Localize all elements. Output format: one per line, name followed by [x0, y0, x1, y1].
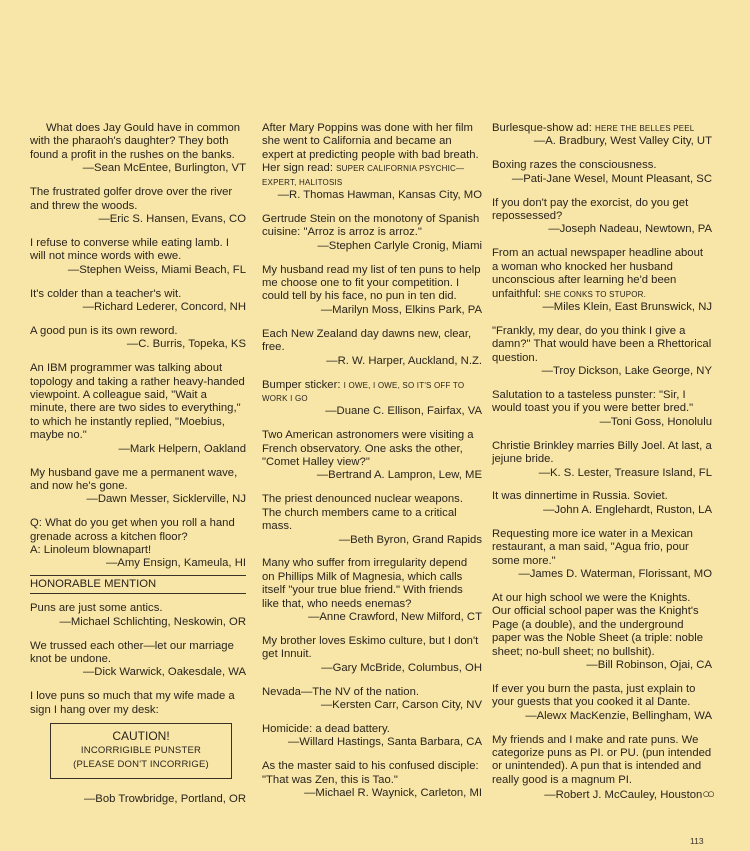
pun-text: I love puns so much that my wife made a sign I hang over my desk:	[30, 690, 235, 716]
pun-entry	[492, 592, 712, 672]
pun-entry	[262, 379, 482, 419]
pun-text: My brother loves Eskimo culture, but I don't get Innuit.	[262, 635, 479, 661]
pun-attribution: —Dick Warwick, Oakesdale, WA	[83, 666, 246, 679]
pun-entry	[492, 389, 712, 429]
pun-text: A: Linoleum blownapart!	[30, 544, 152, 557]
end-of-article-icon: ○○	[702, 786, 712, 802]
pun-entry	[492, 247, 712, 314]
pun-attribution: —Marilyn Moss, Elkins Park, PA	[320, 303, 482, 316]
pun-text: Requesting more ice water in a Mexican restaurant, a man said, "Agua frio, pour some more."	[492, 527, 693, 567]
pun-entry	[30, 690, 246, 717]
pun-entry	[30, 237, 246, 277]
pun-entry	[262, 213, 482, 253]
pun-text: If ever you burn the pasta, just explain to your guests that you cooked it al Dante.	[492, 682, 696, 709]
caution-line: (PLEASE DON'T INCORRIGE)	[73, 759, 209, 771]
pun-attribution: —Michael R. Waynick, Carleton, MI	[304, 787, 482, 800]
pun-text: After Mary Poppins was done with her film she went to California and became an expert at predicting people with bad breath. Her sign read:	[262, 122, 479, 175]
pun-entry	[30, 517, 246, 571]
pun-text: Many who suffer from irregularity depend on Phillips Milk of Magnesia, which calls itself "your true blue friend." With friends like that, who needs enemas?	[262, 557, 468, 610]
pun-attribution: —Willard Hastings, Santa Barbara, CA	[287, 736, 482, 749]
pun-entry	[492, 197, 712, 237]
pun-attribution: —Michael Schlichting, Neskowin, OR	[59, 615, 246, 628]
pun-text: Each New Zealand day dawns new, clear, free.	[262, 327, 472, 354]
pun-entry	[262, 760, 482, 800]
pun-attribution: —Sean McEntee, Burlington, VT	[82, 162, 246, 175]
pun-entry	[30, 467, 246, 507]
pun-attribution: —Mark Helpern, Oakland	[118, 442, 246, 455]
pun-attribution: —C. Burris, Topeka, KS	[126, 338, 246, 351]
pun-text: If you don't pay the exorcist, do you get repossessed?	[492, 196, 689, 223]
pun-text: Puns are just some antics.	[30, 602, 163, 615]
pun-smallcaps: SHE CONKS TO STUPOR.	[544, 289, 647, 299]
pun-text: Salutation to a tasteless punster: "Sir, I would toast you if you were better bred."	[492, 389, 694, 415]
pun-attribution: —Amy Ensign, Kameula, HI	[105, 557, 246, 570]
pun-entry	[262, 493, 482, 547]
pun-text: The priest denounced nuclear weapons. The church members came to a critical mass.	[262, 493, 463, 533]
pun-attribution: —Eric S. Hansen, Evans, CO	[98, 212, 246, 225]
pun-entry	[262, 635, 482, 675]
pun-entry	[30, 640, 246, 680]
pun-attribution: —Joseph Nadeau, Newtown, PA	[548, 223, 712, 236]
pun-entry	[492, 683, 712, 723]
pun-text: At our high school we were the Knights. Our official school paper was the Knight's Page (a double), and the underground paper was the Noble Sheet (a triple: noble sheet; no-bull sheet; no bullshit).	[492, 591, 704, 658]
pun-text: Christie Brinkley marries Billy Joel. At last, a jejune bride.	[492, 439, 712, 466]
pun-attribution: —Dawn Messer, Sicklerville, NJ	[86, 493, 246, 506]
caution-title: CAUTION!	[112, 729, 170, 744]
pun-entry	[262, 328, 482, 368]
pun-attribution: —Toni Goss, Honolulu	[599, 415, 712, 428]
pun-entry	[30, 288, 246, 315]
pun-entry	[262, 723, 482, 750]
pun-entry	[30, 122, 246, 176]
pun-text: "Frankly, my dear, do you think I give a damn?" That would have been a Rhettorical question.	[492, 324, 712, 364]
pun-attribution: —John A. Englehardt, Ruston, LA	[543, 503, 712, 516]
pun-entry	[262, 122, 482, 202]
pun-text: Homicide: a dead battery.	[262, 723, 390, 736]
honorable-mention-heading: HONORABLE MENTION	[30, 575, 246, 594]
pun-text: What does Jay Gould have in common with the pharaoh's daughter? They both found a profit in the rushes on the banks.	[30, 122, 241, 161]
pun-entry	[492, 159, 712, 186]
pun-attribution: —Stephen Weiss, Miami Beach, FL	[67, 263, 246, 276]
pun-attribution: —Alewx MacKenzie, Bellingham, WA	[525, 709, 712, 722]
pun-entry	[492, 325, 712, 379]
pun-attribution: —Duane C. Ellison, Fairfax, VA	[325, 405, 482, 418]
page-number: 113	[690, 836, 704, 846]
pun-attribution: —K. S. Lester, Treasure Island, FL	[538, 466, 712, 479]
pun-attribution: —Stephen Carlyle Cronig, Miami	[317, 239, 482, 252]
pun-text: It was dinnertime in Russia. Soviet.	[492, 490, 668, 503]
pun-attribution: —Kersten Carr, Carson City, NV	[320, 699, 482, 712]
pun-text: My husband read my list of ten puns to help me choose one to fit your competition. I could tell by his face, no pun in ten did.	[262, 263, 481, 303]
pun-entry	[492, 490, 712, 517]
pun-attribution: —Beth Byron, Grand Rapids	[338, 533, 482, 546]
pun-entry	[30, 602, 246, 629]
pun-attribution: —R. Thomas Hawman, Kansas City, MO	[277, 189, 482, 202]
pun-entry	[492, 122, 712, 149]
caution-sign	[50, 723, 232, 779]
pun-entry	[492, 440, 712, 480]
pun-entry	[30, 362, 246, 456]
pun-entry	[30, 186, 246, 226]
pun-attribution: —A. Bradbury, West Valley City, UT	[533, 135, 712, 148]
pun-entry	[492, 528, 712, 582]
pun-text: An IBM programmer was talking about topology and taking a rather heavy-handed viewpoint. A colleague said, "Wait a minute, there are two sides to everything," to which he instantly replied, "Moebius, maybe no."	[30, 362, 245, 442]
pun-text: My friends and I make and rate puns. We categorize puns as PI. or PU. (pun intended or unintended). A pun that is intended and really good is a magnum PI.	[492, 733, 712, 786]
pun-smallcaps: I OWE, I OWE, SO IT'S OFF TO WORK I GO	[262, 380, 465, 403]
pun-text: We trussed each other—let our marriage knot be undone.	[30, 639, 234, 665]
pun-text: I refuse to converse while eating lamb. I will not mince words with ewe.	[30, 236, 230, 263]
pun-text: As the master said to his confused disciple: "That was Zen, this is Tao."	[262, 760, 479, 786]
column-3	[492, 122, 712, 813]
pun-attribution: —Pati-Jane Wesel, Mount Pleasant, SC	[511, 172, 712, 185]
pun-attribution: —Richard Lederer, Concord, NH	[82, 300, 246, 313]
pun-attribution: —Bertrand A. Lampron, Lew, ME	[316, 469, 482, 482]
pun-entry	[30, 325, 246, 352]
pun-text: The frustrated golfer drove over the river and threw the woods.	[30, 186, 233, 212]
pun-text: A good pun is its own reword.	[30, 324, 178, 337]
pun-entry	[262, 557, 482, 624]
pun-text: From an actual newspaper headline about a woman who knocked her husband unconscious after learning he'd been unfaithful:	[492, 247, 704, 300]
pun-attribution: —R. W. Harper, Auckland, N.Z.	[326, 354, 482, 367]
pun-attribution: —James D. Waterman, Florissant, MO	[518, 567, 712, 580]
pun-text: It's colder than a teacher's wit.	[30, 287, 182, 300]
caution-line: INCORRIGIBLE PUNSTER	[80, 745, 202, 757]
column-2	[262, 122, 482, 811]
pun-text: Burlesque-show ad:	[492, 122, 595, 134]
pun-entry	[262, 429, 482, 483]
pun-attribution: —Bob Trowbridge, Portland, OR	[84, 793, 246, 806]
pun-text: Boxing razes the consciousness.	[492, 159, 657, 172]
pun-text: My husband gave me a permanent wave, and now he's gone.	[30, 466, 238, 492]
pun-entry	[262, 686, 482, 713]
pun-text: Two American astronomers were visiting a French observatory. One asks the other, "Comet Halley view?"	[262, 429, 474, 469]
pun-attribution: —Bill Robinson, Ojai, CA	[586, 658, 712, 671]
pun-entry	[262, 264, 482, 318]
pun-text: Gertrude Stein on the monotony of Spanish cuisine: "Arroz is arroz is arroz."	[262, 212, 480, 239]
pun-entry	[492, 734, 712, 803]
pun-text: Bumper sticker:	[262, 378, 344, 391]
pun-text: Q: What do you get when you roll a hand grenade across a kitchen floor?	[30, 517, 235, 543]
pun-attribution: —Troy Dickson, Lake George, NY	[541, 365, 712, 378]
pun-smallcaps: HERE THE BELLES PEEL	[595, 124, 695, 133]
column-1	[30, 122, 246, 807]
pun-attribution: —Anne Crawford, New Milford, CT	[308, 611, 482, 624]
pun-attribution: —Robert J. McCauley, Houston	[544, 789, 703, 802]
pun-smallcaps: SUPER CALIFORNIA PSYCHIC—EXPERT, HALITOSIS	[262, 164, 465, 187]
pun-attribution: —Miles Klein, East Brunswick, NJ	[542, 300, 712, 313]
pun-text: Nevada—The NV of the nation.	[262, 685, 419, 698]
pun-attribution: —Gary McBride, Columbus, OH	[321, 661, 482, 674]
